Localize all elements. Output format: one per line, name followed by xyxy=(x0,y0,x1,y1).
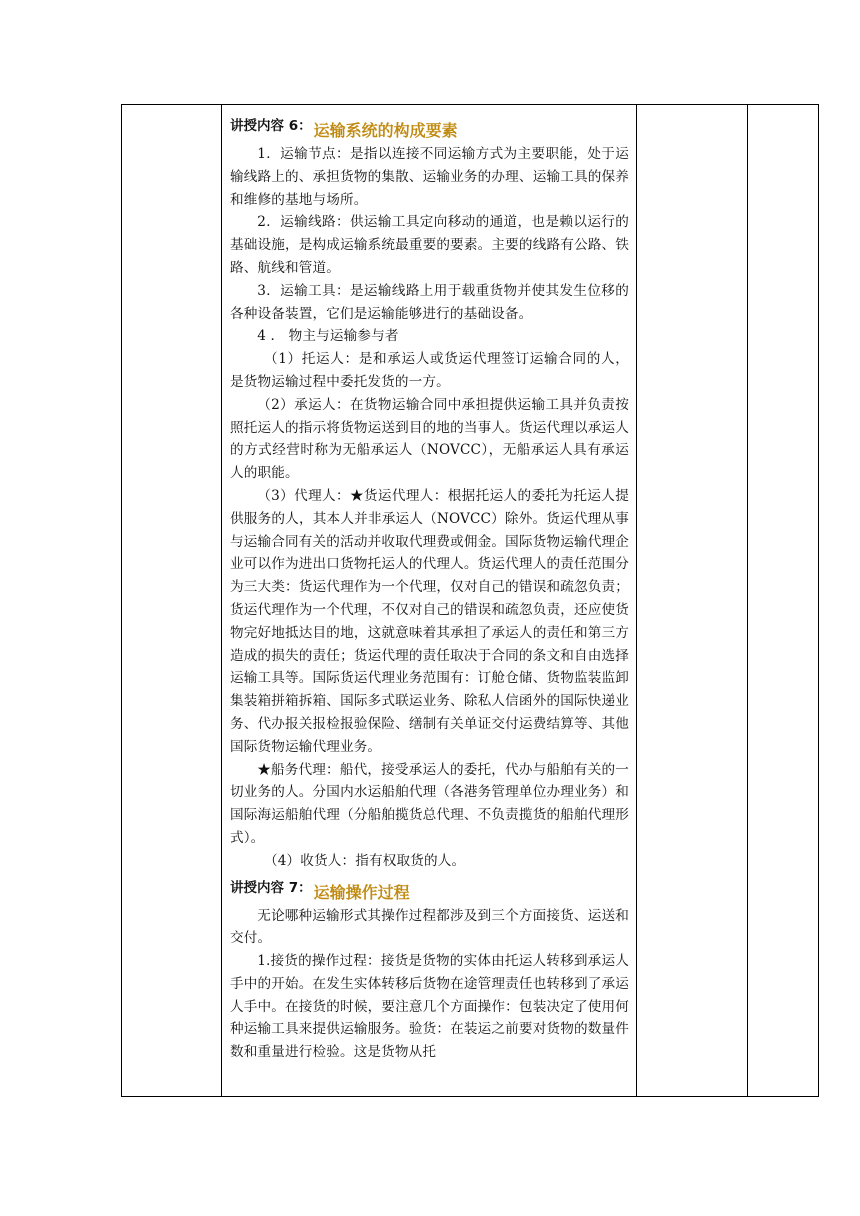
paragraph: 1．运输节点：是指以连接不同运输方式为主要职能，处于运输线路上的、承担货物的集散、运输业务的办理、运输工具的保养和维修的基地与场所。 xyxy=(230,146,629,208)
paragraph: 4 ． 物主与运输参与者 xyxy=(257,328,399,345)
lecture-content-cell xyxy=(223,105,635,1096)
section-heading xyxy=(230,877,629,902)
section-heading xyxy=(230,115,629,140)
section-title: 运输系统的构成要素 xyxy=(313,121,458,140)
column-divider xyxy=(636,105,637,1096)
section-title: 运输操作过程 xyxy=(313,882,410,902)
lesson-plan-table xyxy=(121,104,819,1097)
section-label: 讲授内容 6： xyxy=(230,118,312,134)
paragraph: （4）收货人：指有权取货的人。 xyxy=(264,852,466,869)
paragraph: （2）承运人：在货物运输合同中承担提供运输工具并负责按照托运人的指示将货物运送到目的地的当事人。货运代理以承运人的方式经营时称为无船承运人（NOVCC），无船承运人具有承运人的职能。 xyxy=(230,396,629,482)
paragraph: （1）托运人：是和承运人或货运代理签订运输合同的人，是货物运输过程中委托发货的一方。 xyxy=(230,351,629,390)
paragraph: （3）代理人：★货运代理人：根据托运人的委托为托运人提供服务的人，其本人并非承运人（NOVCC）除外。货运代理从事与运输合同有关的活动并收取代理费或佣金。国际货物运输代理企业可以作为进出口货物托运人的代理人。货运代理人的责任范围分为三大类：货运代理作为一个代理，仅对自己的错误和疏忽负责；货运代理作为一个代理，不仅对自己的错误和疏忽负责，还应使货物完好地抵达目的地，这就意味着其承担了承运人的责任和第三方造成的损失的责任；货运代理的责任取决于合同的条文和自由选择运输工具等。国际货运代理业务范围有：订舱仓储、货物监装监卸集装箱拼箱拆箱、国际多式联运业务、除私人信函外的国际快递业务、代办报关报检报验保险、缮制有关单证交付运费结算等、其他国际货物运输代理业务。 xyxy=(230,487,629,755)
paragraph: 2．运输线路：供运输工具定向移动的通道，也是赖以运行的基础设施，是构成运输系统最重要的要素。主要的线路有公路、铁路、航线和管道。 xyxy=(230,214,629,276)
column-divider xyxy=(221,105,222,1096)
paragraph: ★船务代理：船代，接受承运人的委托，代办与船舶有关的一切业务的人。分国内水运船舶代理（各港务管理单位办理业务）和国际海运船舶代理（分船舶揽货总代理、不负责揽货的船舶代理形式）。 xyxy=(230,761,629,846)
section-label: 讲授内容 7： xyxy=(230,879,312,896)
column-divider xyxy=(747,105,748,1096)
paragraph: 3．运输工具：是运输线路上用于载重货物并使其发生位移的各种设备装置，它们是运输能够进行的基础设备。 xyxy=(230,282,629,322)
paragraph: 1.接货的操作过程：接货是货物的实体由托运人转移到承运人手中的开始。在发生实体转移后货物在途管理责任也转移到了承运人手中。在接货的时候，要注意几个方面操作：包装决定了使用何种运输工具来提供运输服务。验货：在装运之前要对货物的数量件数和重量进行检验。这是货物从托 xyxy=(230,953,629,1061)
paragraph: 无论哪种运输形式其操作过程都涉及到三个方面接货、运送和交付。 xyxy=(230,907,629,947)
